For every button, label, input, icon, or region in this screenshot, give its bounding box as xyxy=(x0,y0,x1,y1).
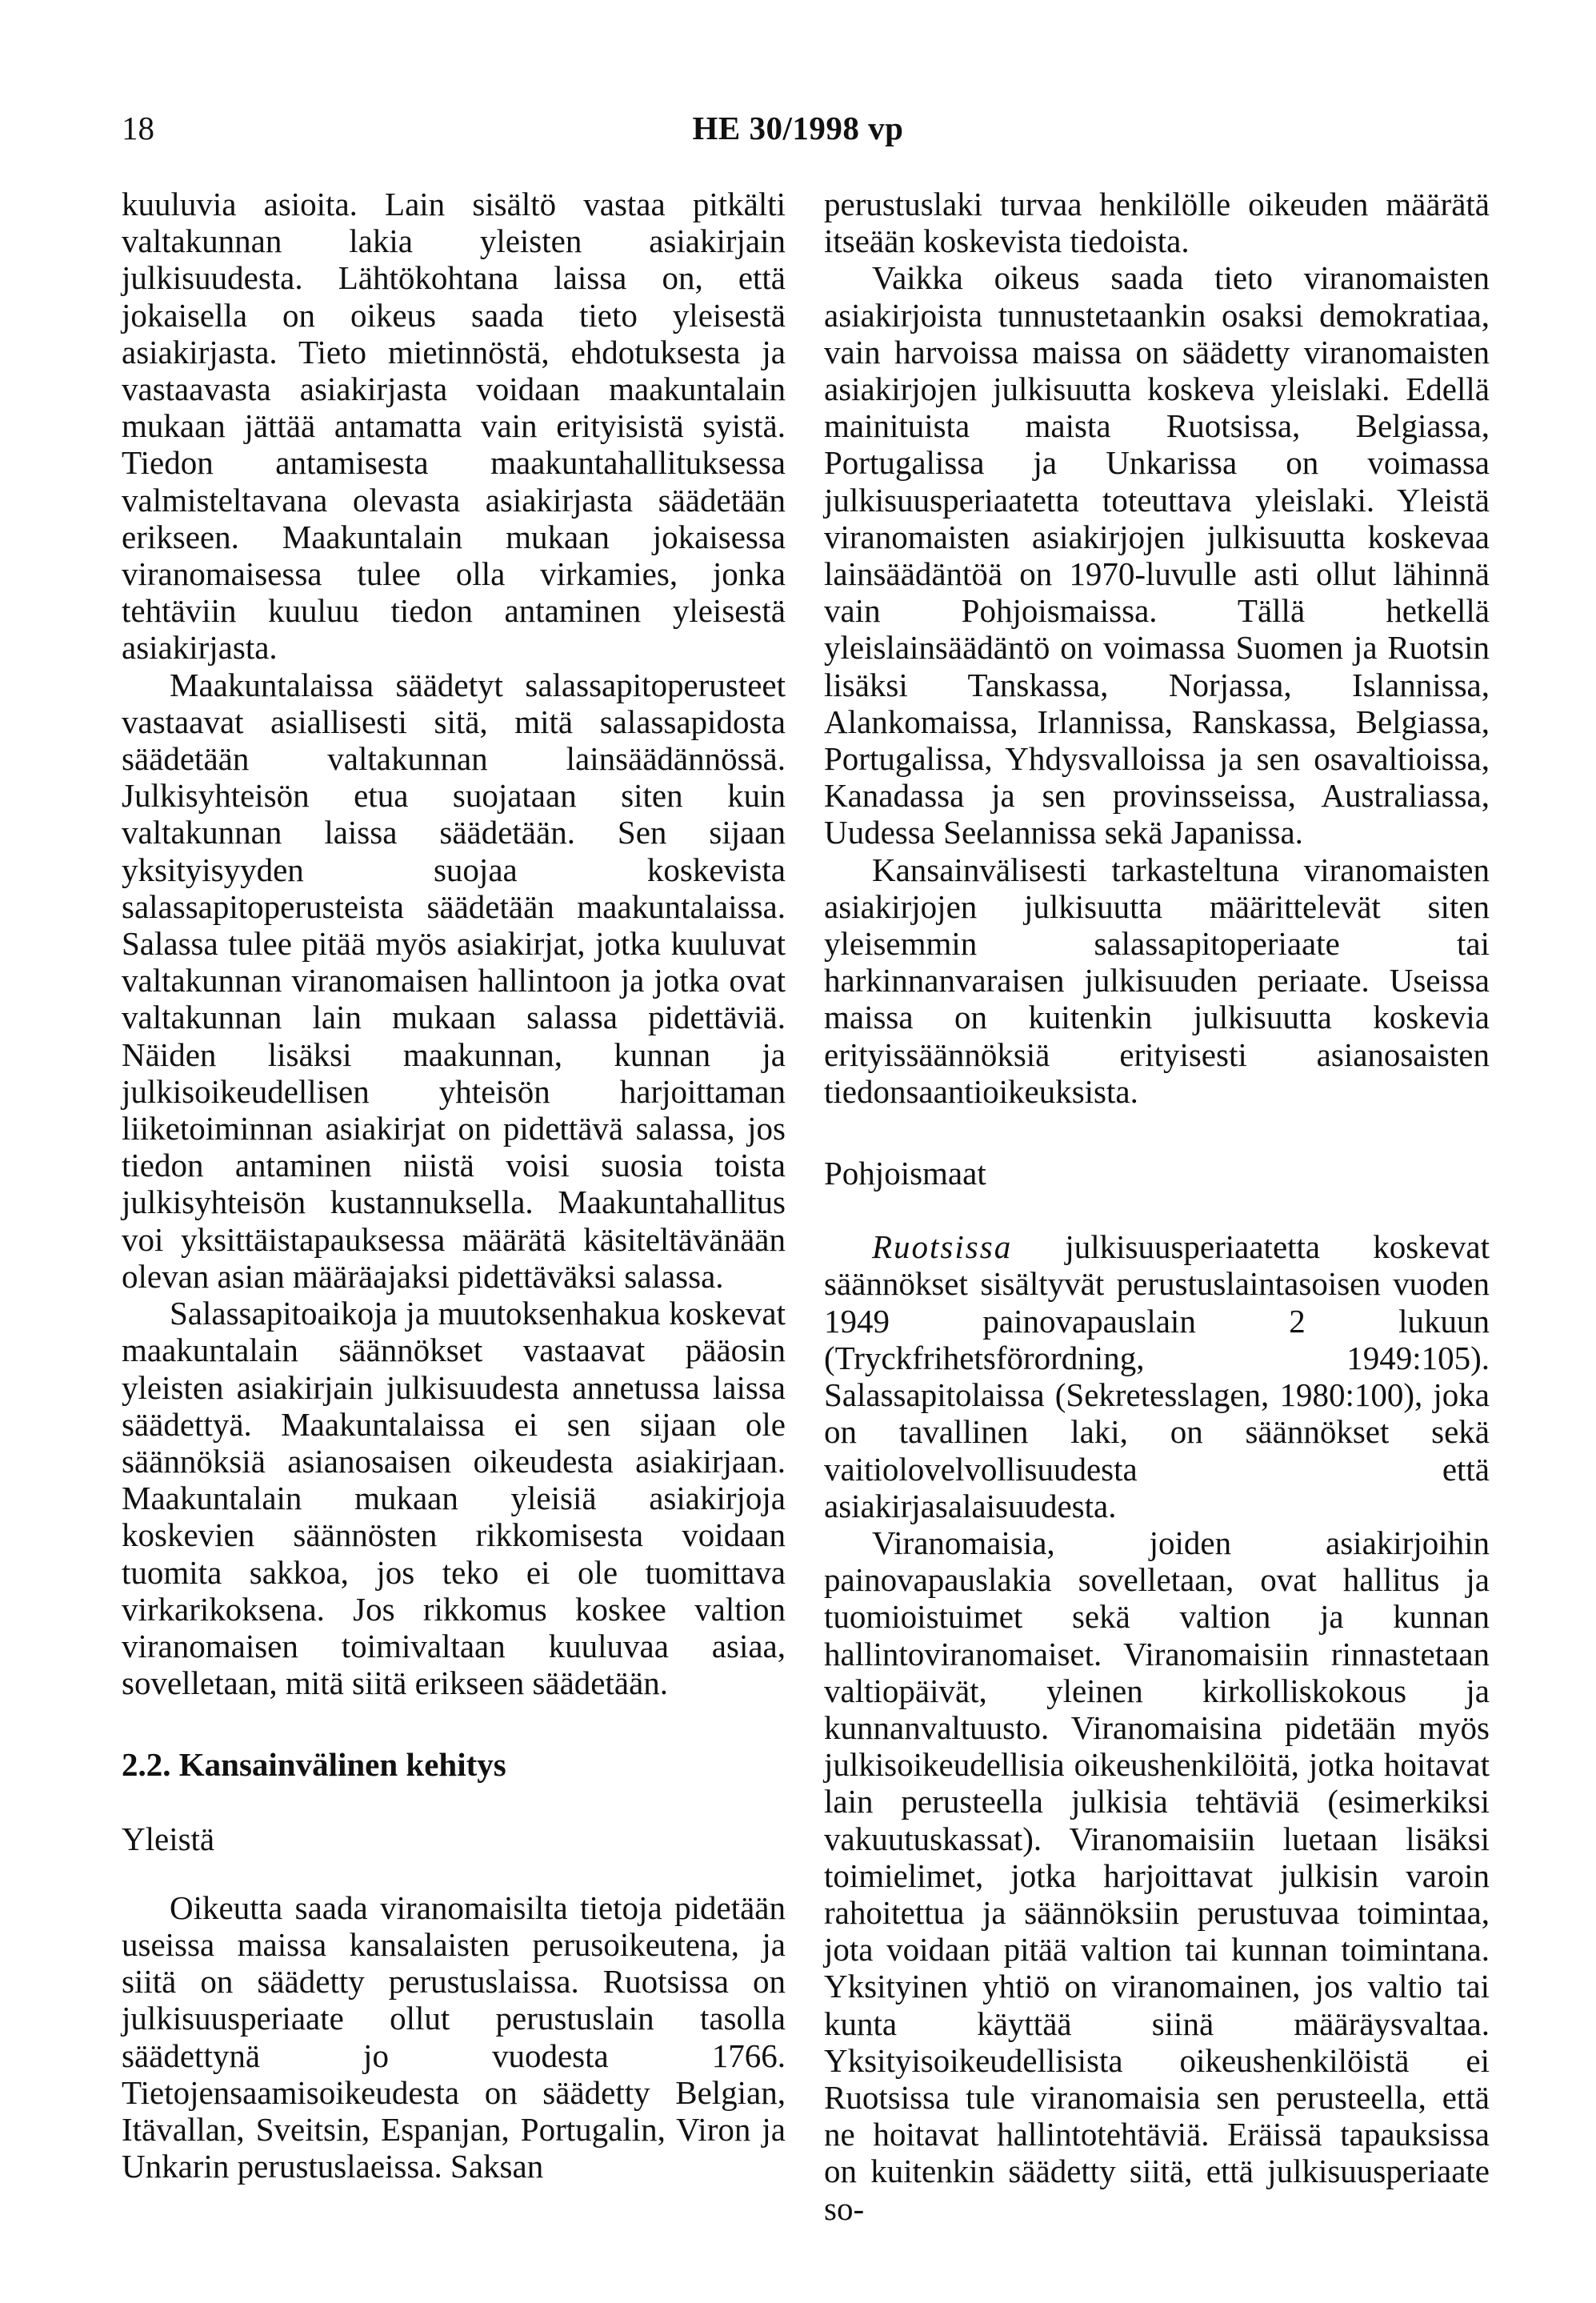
paragraph: Kansainvälisesti tarkasteltuna viranomaisten asiakirjojen julkisuutta määrittelevät siten yleisemmin salassapitoperiaate tai harkinnanvaraisen julkisuuden periaate. Useissa maissa on kuitenkin julkisuutta koskevia erityissäännöksiä erityisesti asianosaisten tiedonsaantioikeuksista. xyxy=(824,851,1490,1110)
paragraph: Viranomaisia, joiden asiakirjoihin painovapauslakia sovelletaan, ovat hallitus ja tuomioistuimet sekä valtion ja kunnan hallintoviranomaiset. Viranomaisiin rinnastetaan valtiopäivät, yleinen kirkolliskokous ja kunnanvaltuusto. Viranomaisina pidetään myös julkisoikeudellisia oikeushenkilöitä, jotka hoitavat lain perusteella julkisia tehtäviä (esimerkiksi vakuutuskassat). Viranomaisiin luetaan lisäksi toimielimet, jotka harjoittavat julkisin varoin rahoitettua ja säännöksiin perustuvaa toimintaa, jota voidaan pitää valtion tai kunnan toimintana. Yksityinen yhtiö on viranomainen, jos valtio tai kunta käyttää siinä määräysvaltaa. Yksityisoikeudellisista oikeushenkilöistä ei Ruotsissa tule viranomaisia sen perusteella, että ne hoitavat hallintotehtäviä. Eräissä tapauksissa on kuitenkin säädetty siitä, että julkisuusperiaate so- xyxy=(824,1524,1490,2227)
emphasized-term: Ruotsissa xyxy=(872,1228,1013,1266)
paragraph: perustuslaki turvaa henkilölle oikeuden määrätä itseään koskevista tiedoista. xyxy=(824,186,1490,260)
page-number: 18 xyxy=(122,110,154,146)
right-column xyxy=(824,186,1490,2227)
paragraph-text: julkisuusperiaatetta koskevat säännökset sisältyvät perustuslaintasoisen vuoden 1949 painovapauslain 2 lukuun (Tryckfrihetsförordning, 1949:105). Salassapitolaissa (Sekretesslagen, 1980:100), joka on tavallinen laki, on säännökset sekä vaitiolovelvollisuudesta että asiakirjasalaisuudesta. xyxy=(824,1228,1490,1524)
paragraph xyxy=(824,1228,1490,1524)
left-column xyxy=(122,186,786,2185)
section-heading: 2.2. Kansainvälinen kehitys xyxy=(122,1746,506,1784)
document-id: HE 30/1998 vp xyxy=(692,110,904,146)
paragraph: Vaikka oikeus saada tieto viranomaisten asiakirjoista tunnustetaankin osaksi demokratiaa, vain harvoissa maissa on säädetty viranomaisten asiakirjojen julkisuutta koskeva yleislaki. Edellä mainituista maista Ruotsissa, Belgiassa, Portugalissa ja Unkarissa on voimassa julkisuusperiaatetta toteuttava yleislaki. Yleistä viranomaisten asiakirjojen julkisuutta koskevaa lainsäädäntöä on 1970-luvulle asti ollut lähinnä vain Pohjoismaissa. Tällä hetkellä yleislainsäädäntö on voimassa Suomen ja Ruotsin lisäksi Tanskassa, Norjassa, Islannissa, Alankomaissa, Irlannissa, Ranskassa, Belgiassa, Portugalissa, Yhdysvalloissa ja sen osavaltioissa, Kanadassa ja sen provinsseissa, Australiassa, Uudessa Seelannissa sekä Japanissa. xyxy=(824,259,1490,851)
paragraph: Maakuntalaissa säädetyt salassapitoperusteet vastaavat asiallisesti sitä, mitä salassapidosta säädetään valtakunnan lainsäädännössä. Julkisyhteisön etua suojataan siten kuin valtakunnan laissa säädetään. Sen sijaan yksityisyyden suojaa koskevista salassapitoperusteista säädetään maakuntalaissa. Salassa tulee pitää myös asiakirjat, jotka kuuluvat valtakunnan viranomaisen hallintoon ja jotka ovat valtakunnan lain mukaan salassa pidettäviä. Näiden lisäksi maakunnan, kunnan ja julkisoikeudellisen yhteisön harjoittaman liiketoiminnan asiakirjat on pidettävä salassa, jos tiedon antaminen niistä voisi suosia toista julkisyhteisön kustannuksella. Maakuntahallitus voi yksittäistapauksessa määrätä käsiteltävänään olevan asian määräajaksi pidettäväksi salassa. xyxy=(122,666,786,1295)
paragraph: Salassapitoaikoja ja muutoksenhakua koskevat maakuntalain säännökset vastaavat pääosin yleisten asiakirjain julkisuudesta annetussa laissa säädettyä. Maakuntalaissa ei sen sijaan ole säännöksiä asianosaisen oikeudesta asiakirjaan. Maakuntalain mukaan yleisiä asiakirjoja koskevien säännösten rikkomisesta voidaan tuomita sakkoa, jos teko ei ole tuomittava virkarikoksena. Jos rikkomus koskee valtion viranomaisen toimivaltaan kuuluvaa asiaa, sovelletaan, mitä siitä erikseen säädetään. xyxy=(122,1295,786,1702)
subheading: Pohjoismaat xyxy=(824,1155,986,1192)
paragraph: kuuluvia asioita. Lain sisältö vastaa pitkälti valtakunnan lakia yleisten asiakirjain julkisuudesta. Lähtökohtana laissa on, että jokaisella on oikeus saada tieto yleisestä asiakirjasta. Tieto mietinnöstä, ehdotuksesta ja vastaavasta asiakirjasta voidaan maakuntalain mukaan jättää antamatta vain erityisistä syistä. Tiedon antamisesta maakuntahallituksessa valmisteltavana olevasta asiakirjasta säädetään erikseen. Maakuntalain mukaan jokaisessa viranomaisessa tulee olla virkamies, jonka tehtäviin kuuluu tiedon antaminen yleisestä asiakirjasta. xyxy=(122,186,786,667)
subheading: Yleistä xyxy=(122,1820,215,1857)
page-header xyxy=(0,109,1596,157)
paragraph: Oikeutta saada viranomaisilta tietoja pidetään useissa maissa kansalaisten perusoikeutena, ja siitä on säädetty perustuslaissa. Ruotsissa on julkisuusperiaate ollut perustuslain tasolla säädettynä jo vuodesta 1766. Tietojensaamisoikeudesta on säädetty Belgian, Itävallan, Sveitsin, Espanjan, Portugalin, Viron ja Unkarin perustuslaeissa. Saksan xyxy=(122,1888,786,2185)
